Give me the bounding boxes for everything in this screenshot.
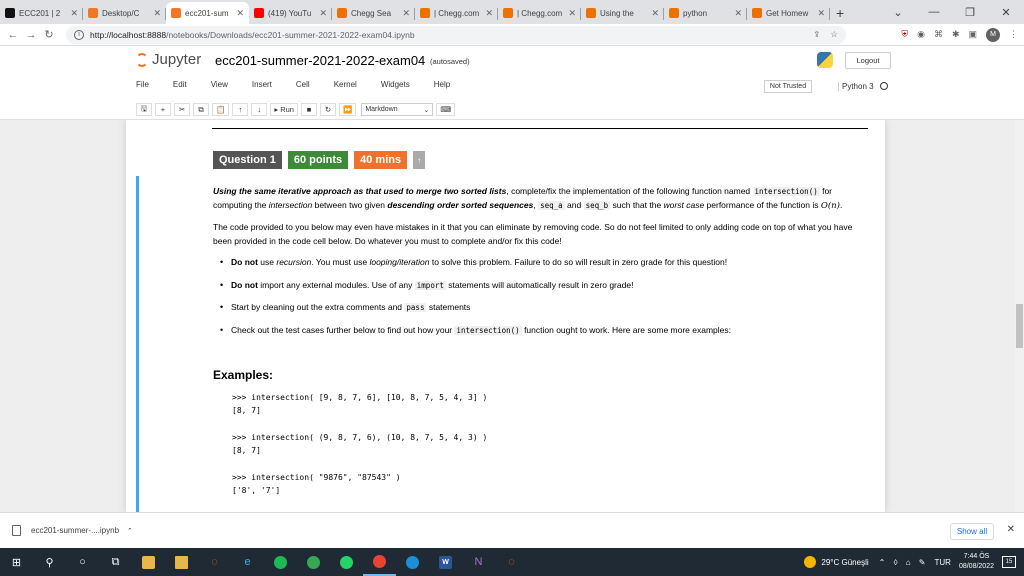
save-status: (autosaved) [430, 57, 470, 66]
tab-label: Desktop/C [102, 8, 140, 18]
copy-icon[interactable]: ⧉ [193, 103, 209, 116]
side-panel-icon[interactable]: ▣ [968, 29, 977, 39]
tab-label: Using the [600, 8, 634, 18]
jupyter-taskbar-icon[interactable]: ◌ [211, 556, 218, 568]
menu-help[interactable]: Help [433, 80, 451, 89]
close-tab-icon[interactable]: ✕ [236, 7, 244, 18]
tab-label: | Chegg.com [434, 8, 480, 18]
weather-text[interactable]: 29°C Güneşli [821, 557, 869, 567]
extensions-area [901, 28, 1018, 42]
bold-text: Do not [231, 279, 258, 290]
p1-text: , [533, 199, 539, 210]
chegg-icon [752, 8, 762, 18]
menu-insert[interactable]: Insert [251, 80, 272, 89]
chevron-down-icon: ⌄ [423, 106, 430, 114]
time-badge: 40 mins [354, 151, 407, 169]
tab-label: ecc201-sum [185, 8, 229, 18]
p1-code: seq_b [585, 200, 609, 210]
menu-view[interactable]: View [210, 80, 228, 89]
new-tab-button[interactable]: + [836, 5, 845, 21]
tab-label: Get Homew [766, 8, 809, 18]
browser-tab[interactable] [166, 2, 249, 24]
tray-icons[interactable]: ⌃ ◊ ⌂ ✎ [878, 557, 929, 567]
examples-heading: Examples: [213, 368, 274, 382]
restart-run-all-icon[interactable]: ⏩ [339, 103, 356, 116]
close-tab-icon[interactable]: ✕ [485, 7, 493, 18]
browser-tab[interactable] [83, 2, 166, 24]
inline-code: intersection() [456, 325, 520, 335]
share-icon[interactable]: ⇪ [813, 29, 821, 39]
logout-button[interactable]: Logout [845, 52, 891, 69]
tab-label: (419) YouTu [268, 8, 312, 18]
restart-icon[interactable]: ↻ [320, 103, 336, 116]
browser-tab[interactable] [664, 2, 747, 24]
menu-bar [136, 80, 474, 89]
profile-avatar[interactable]: M [986, 28, 1000, 42]
forward-icon[interactable]: → [25, 28, 37, 41]
save-icon[interactable]: 🖫 [136, 103, 152, 116]
horizontal-rule [212, 128, 868, 129]
arrow-up-icon[interactable]: ↑ [413, 151, 425, 169]
extension-icon[interactable]: ⌘ [933, 29, 943, 39]
notebook-title[interactable]: ecc201-summer-2021-2022-exam04 [215, 53, 426, 68]
p1-text: for computing the [213, 186, 833, 210]
scrollbar-thumb[interactable] [1016, 304, 1023, 348]
maximize-button[interactable]: ❐ [965, 6, 975, 19]
p1-text: such that the [610, 199, 664, 210]
close-tab-icon[interactable]: ✕ [402, 7, 410, 18]
bold-text: Do not [231, 257, 258, 267]
download-bar [0, 512, 1024, 548]
download-filename: ecc201-summer-....ipynb [31, 526, 120, 535]
browser-tab-strip [0, 0, 1024, 24]
list-text: statements will automatically result in zero grade! [445, 279, 634, 290]
command-palette-icon[interactable]: ⌨ [436, 103, 455, 116]
menu-file[interactable]: File [136, 80, 149, 89]
list-text: Check out the test cases further below to find out how your [231, 324, 455, 335]
p1-bold-italic: Using the same iterative approach as that used to merge two sorted lists [213, 186, 507, 196]
page-scrollbar[interactable] [1015, 120, 1024, 512]
menu-edit[interactable]: Edit [172, 80, 187, 89]
browser-tab[interactable] [0, 2, 83, 24]
windows-start-icon[interactable]: ⊞ [11, 556, 22, 569]
browser-tab[interactable] [332, 2, 415, 24]
p1-text: and [564, 199, 584, 210]
chevron-up-icon[interactable]: ⌃ [127, 527, 133, 535]
tab-label: ECC201 | 2 [19, 8, 61, 18]
question-badges [213, 151, 425, 169]
jupyter-logo[interactable] [136, 51, 201, 68]
question-paragraph-2: The code provided to you below may even have mistakes in it that you can eliminate by removing code. So do not feel limited to only adding code on top of what you have been provided in the code cell below. Do whatever you must to complete and/or fix this code! [213, 222, 853, 246]
menu-widgets[interactable]: Widgets [380, 80, 410, 89]
p1-bold-italic: descending order sorted sequences [387, 199, 534, 210]
notebook-toolbar [136, 103, 455, 116]
cell-type-value: Markdown [365, 106, 398, 113]
clock-time: 7:44 ÖS [963, 553, 990, 560]
language-indicator[interactable]: TUR [934, 557, 951, 567]
close-tab-icon[interactable]: ✕ [319, 7, 327, 18]
chegg-icon [669, 8, 679, 18]
clock[interactable] [959, 552, 994, 572]
jupyter-icon[interactable]: ◌ [508, 556, 515, 568]
list-text: function ought to work. Here are some more examples: [521, 324, 731, 335]
p1-text: , complete/fix the implementation of the following function named [506, 186, 753, 196]
kernel-status-icon [880, 82, 888, 90]
add-cell-icon[interactable]: + [155, 103, 171, 116]
visual-studio-icon[interactable]: N [474, 556, 483, 568]
url-host: http://localhost:8888 [90, 29, 167, 40]
chegg-icon [337, 8, 347, 18]
address-bar-row [0, 24, 1024, 46]
italic-text: recursion [276, 257, 312, 267]
extensions-puzzle-icon[interactable]: ✱ [951, 29, 960, 39]
tab-label: python [683, 8, 708, 18]
p1-text: between two given [312, 199, 388, 210]
list-text: use [257, 257, 277, 267]
p1-text: . [839, 199, 843, 210]
search-icon[interactable]: ⚲ [45, 556, 54, 569]
cell-type-select[interactable] [361, 103, 433, 116]
notification-icon[interactable]: 15 [1002, 556, 1016, 568]
store-icon[interactable] [165, 548, 198, 576]
python-logo-icon [817, 52, 833, 68]
p1-text: performance of the function is [704, 199, 821, 210]
run-button[interactable]: ▸ Run [270, 103, 298, 116]
tab-search-icon[interactable]: ⌄ [893, 6, 903, 19]
example-3-call: >>> intersection( "9876", "87543" ) [232, 473, 401, 482]
weather-sun-icon[interactable] [804, 556, 816, 568]
close-tab-icon[interactable]: ✕ [153, 7, 161, 18]
browser-tab[interactable] [498, 2, 581, 24]
list-item [213, 279, 858, 293]
whatsapp-icon[interactable] [330, 548, 363, 576]
question-number-badge: Question 1 [213, 151, 282, 169]
example-2-output: [8, 7] [232, 446, 261, 455]
browser-tab[interactable] [249, 2, 332, 24]
back-icon[interactable]: ← [7, 28, 19, 41]
list-text: Start by cleaning out the extra comments and [231, 302, 405, 312]
interrupt-icon[interactable]: ■ [301, 103, 317, 116]
chegg-icon [586, 8, 596, 18]
p1-italic: worst case [663, 199, 705, 210]
edge-icon[interactable]: e [244, 556, 251, 568]
chegg-icon [503, 8, 513, 18]
odtu-icon [5, 8, 15, 18]
close-tab-icon[interactable]: ✕ [568, 7, 576, 18]
edge-dev-icon[interactable] [396, 548, 429, 576]
browser-tab[interactable] [581, 2, 664, 24]
chegg-icon [420, 8, 430, 18]
points-badge: 60 points [288, 151, 348, 169]
youtube-icon [254, 8, 264, 18]
p1-code: intersection() [754, 187, 818, 196]
extension-icon[interactable]: ◉ [917, 29, 925, 39]
run-label: Run [280, 105, 294, 114]
cut-icon[interactable]: ✂ [174, 103, 190, 116]
cortana-icon[interactable]: ○ [79, 556, 86, 568]
close-window-button[interactable]: ✕ [1001, 6, 1011, 19]
list-text: import any external modules. Use of any [257, 279, 415, 290]
url-path: /notebooks/Downloads/ecc201-summer-2021-2022-exam04.ipynb [166, 29, 415, 40]
system-tray [804, 548, 1024, 576]
inline-code: import [416, 280, 444, 290]
spotify-icon[interactable] [264, 548, 297, 576]
browser-menu-icon[interactable]: ⋮ [1009, 29, 1018, 39]
list-item [213, 301, 858, 315]
menu-kernel[interactable]: Kernel [333, 80, 357, 89]
question-text [213, 185, 858, 346]
browser-tab[interactable] [747, 2, 830, 24]
move-up-icon[interactable]: ↑ [232, 103, 248, 116]
example-1-call: >>> intersection( [9, 8, 7, 6], [10, 8, 7, 5, 4, 3] ) [232, 393, 488, 402]
question-paragraph-1 [213, 185, 858, 213]
move-down-icon[interactable]: ↓ [251, 103, 267, 116]
tab-label: | Chegg.com [517, 8, 563, 18]
example-3-output: ['8', '7'] [232, 486, 281, 495]
windows-taskbar [0, 548, 1024, 576]
url-field[interactable] [66, 26, 846, 44]
bookmark-star-icon[interactable]: ☆ [830, 29, 838, 39]
inline-code: pass [406, 303, 425, 312]
chrome-running-icon[interactable] [363, 548, 396, 576]
jupyter-logo-text: Jupyter [152, 51, 202, 68]
list-item [213, 324, 858, 338]
trust-indicator[interactable]: Not Trusted [764, 80, 812, 93]
paste-icon[interactable]: 📋 [212, 103, 229, 116]
kernel-name: Python 3 [838, 82, 874, 91]
download-item[interactable] [12, 525, 133, 536]
window-controls [880, 0, 1024, 24]
close-download-bar-icon[interactable]: ✕ [1006, 524, 1015, 535]
reload-icon[interactable]: ↻ [44, 29, 54, 41]
ublock-extension-icon[interactable]: ⛨ [901, 29, 909, 39]
list-text: . You must use [311, 257, 370, 267]
file-explorer-icon[interactable] [132, 548, 165, 576]
word-icon[interactable]: W [429, 548, 462, 576]
list-text: statements [426, 302, 471, 312]
site-info-icon[interactable]: i [74, 30, 84, 40]
example-1-output: [8, 7] [232, 406, 261, 415]
close-tab-icon[interactable]: ✕ [70, 7, 78, 18]
edit-icon [171, 8, 181, 18]
list-text: to solve this problem. Failure to do so will result in zero grade for this question! [429, 257, 728, 267]
file-icon [12, 525, 21, 536]
rules-list [213, 256, 858, 337]
close-tab-icon[interactable]: ✕ [734, 7, 742, 18]
task-view-icon[interactable]: ⧉ [111, 555, 120, 568]
browser-tab[interactable] [415, 2, 498, 24]
big-o-math: O(n) [820, 200, 840, 211]
minimize-button[interactable]: — [928, 6, 940, 18]
close-tab-icon[interactable]: ✕ [651, 7, 659, 18]
clock-date: 08/08/2022 [958, 563, 994, 570]
jupyter-logo-icon [136, 53, 148, 67]
example-2-call: >>> intersection( (9, 8, 7, 6), (10, 8, 7, 5, 4, 3) ) [232, 433, 488, 442]
tab-label: Chegg Sea [351, 8, 392, 18]
jupyter-icon [88, 8, 98, 18]
show-all-button[interactable]: Show all [950, 523, 994, 540]
italic-text: looping/iteration [369, 257, 430, 267]
close-tab-icon[interactable]: ✕ [817, 7, 825, 18]
chrome-icon[interactable] [297, 548, 330, 576]
p1-italic: intersection [268, 199, 313, 210]
menu-cell[interactable]: Cell [295, 80, 310, 89]
p1-code: seq_a [540, 200, 563, 210]
jupyter-header [0, 46, 1024, 120]
list-item [213, 256, 858, 270]
